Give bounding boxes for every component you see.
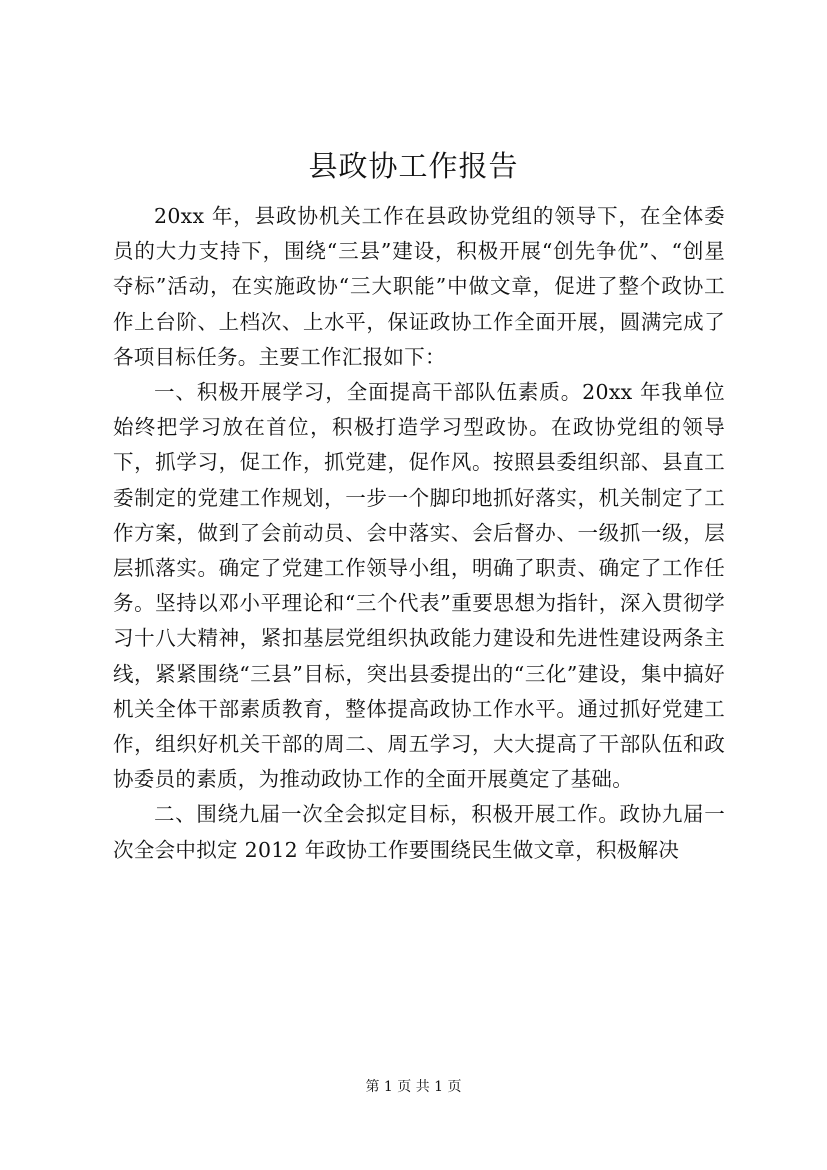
document-title: 县政协工作报告	[308, 149, 519, 183]
paragraph-section-1: 一、积极开展学习，全面提高干部队伍素质。20xx 年我单位始终把学习放在首位，积极打造学习型政协。在政协党组的领导下，抓学习，促工作，抓党建，促作风。按照县委组织部、县直工委制定的党建工作规划，一步一个脚印地抓好落实，机关制定了工作方案，做到了会前动员、会中落实、会后督办、一级抓一级，层层抓落实。确定了党建工作领导小组，明确了职责、确定了工作任务。坚持以邓小平理论和“三个代表”重要思想为指针，深入贯彻学习十八大精神，紧扣基层党组织执政能力建设和先进性建设两条主线，紧紧围绕“三县”目标，突出县委提出的“三化”建设，集中搞好机关全体干部素质教育，整体提高政协工作水平。通过抓好党建工作，组织好机关干部的周二、周五学习，大大提高了干部队伍和政协委员的素质，为推动政协工作的全面开展奠定了基础。	[113, 380, 725, 792]
page-footer: 第 1 页 共 1 页	[365, 1079, 462, 1095]
paragraph-intro: 20xx 年，县政协机关工作在县政协党组的领导下，在全体委员的大力支持下，围绕“三县”建设，积极开展“创先争优”、“创星夺标”活动，在实施政协“三大职能”中做文章，促进了整个政协工作上台阶、上档次、上水平，保证政协工作全面开展，圆满完成了各项目标任务。主要工作汇报如下：	[113, 204, 725, 369]
document-body	[113, 199, 725, 868]
paragraph-section-2: 二、围绕九届一次全会拟定目标，积极开展工作。政协九届一次全会中拟定 2012 年政协工作要围绕民生做文章，积极解决	[113, 802, 725, 862]
